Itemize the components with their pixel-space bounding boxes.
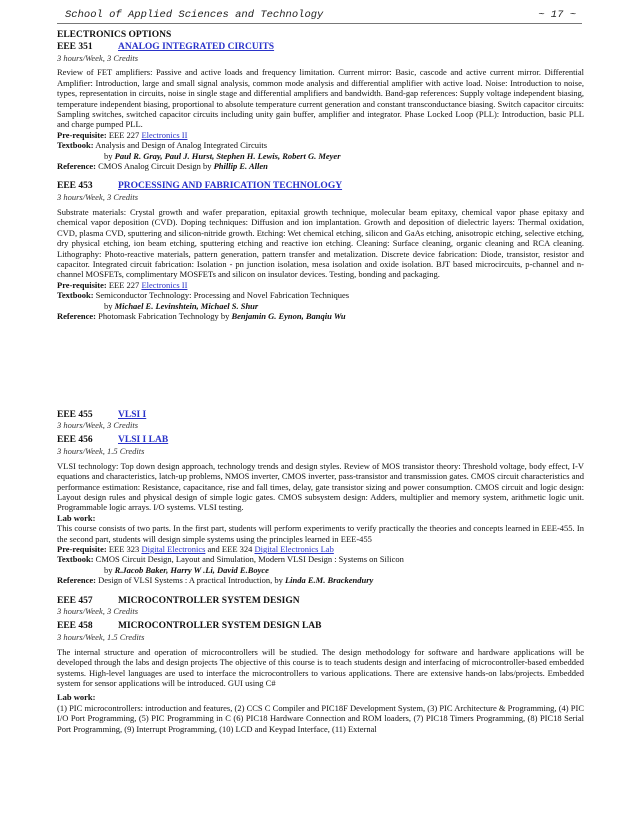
textbook-label: Textbook:	[57, 140, 94, 151]
prereq-label: Pre-requisite:	[57, 279, 107, 290]
course-code: EEE 458	[57, 621, 93, 632]
textbook-line	[57, 554, 584, 564]
course-heading-eee455	[57, 410, 584, 421]
course-title-link[interactable]: ANALOG INTEGRATED CIRCUITS	[118, 41, 275, 52]
course-credits: 3 hours/Week, 1.5 Credits	[57, 445, 145, 456]
textbook-authors-line	[57, 301, 584, 311]
course-title: MICROCONTROLLER SYSTEM DESIGN LAB	[118, 621, 322, 632]
textbook-line	[57, 290, 584, 300]
course-code: EEE 351	[57, 41, 93, 52]
course-description: The internal structure and operation of microcontrollers will be studied. The design methodology for software and hardware applications will be developed through the labs and design projects The objective of this course is to teach students design and interfacing of microcontroller-based embedded systems. High-level languages are used to interface the microcontrollers to various applications. There are extensive hands-on labs/projects. Embedded system for sensor applications will be introduced. GUI using C#	[57, 646, 584, 688]
reference-label: Reference:	[57, 575, 97, 586]
course-description: Review of FET amplifiers: Passive and active loads and frequency limitation. Current mirror: Basic, cascode and active current mirror. Differential Amplifier: Introduction, large and small signal analysis, common mode analysis and differential amplifier with active load. Noise: Introduction to noise, types, representation in circuits, noise in single stage and differential amplifiers and bandwidth. Band-gap references: Supply voltage independent biasing, temperature independent biasing, proportional to absolute temperature current generation and constant transconductance biasing. Switch capacitor circuits: Sampling switches, switched capacitor circuits including unity gain buffer, amplifier and integrator. Phase Locked Loop (PLL): Introduction, basic PLL and charge pumped PLL.	[57, 67, 584, 130]
course-code: EEE 456	[57, 435, 93, 446]
reference-title: Design of VLSI Systems : A practical Introduction, by	[98, 575, 283, 586]
reference-author: Phillip E. Allen	[213, 161, 268, 172]
textbook-title: Analysis and Design of Analog Integrated Circuits	[95, 140, 268, 151]
reference-line	[57, 161, 584, 171]
course-credits: 3 hours/Week, 1.5 Credits	[57, 631, 145, 642]
course-title: MICROCONTROLLER SYSTEM DESIGN	[118, 595, 300, 606]
prerequisite-line	[57, 130, 584, 140]
prereq-and: and EEE 324	[207, 543, 253, 554]
course-heading-eee351	[57, 42, 584, 53]
prereq-link-digital-electronics-lab[interactable]: Digital Electronics Lab	[254, 543, 334, 554]
textbook-title: CMOS Circuit Design, Layout and Simulation, Modern VLSI Design : Systems on Silicon	[95, 554, 404, 565]
course-credits: 3 hours/Week, 3 Credits	[57, 192, 139, 203]
textbook-by: by	[104, 300, 113, 311]
school-name: School of Applied Sciences and Technology	[65, 9, 324, 21]
textbook-authors: Paul R. Gray, Paul J. Hurst, Stephen H. Lewis, Robert G. Meyer	[114, 150, 341, 161]
reference-line	[57, 311, 584, 321]
prerequisite-line	[57, 280, 584, 290]
textbook-authors: R.Jacob Baker, Harry W .Li, David E.Boyce	[114, 564, 269, 575]
prereq-label: Pre-requisite:	[57, 129, 107, 140]
lab-work-text: This course consists of two parts. In the first part, students will perform experiments to verify practically the theories and concepts learned in EEE-455. In the second part, students will design simple systems using the principles learned in EEE-455	[57, 523, 584, 544]
prereq-text: EEE 227	[108, 279, 140, 290]
header-rule	[57, 23, 582, 24]
course-code: EEE 455	[57, 409, 93, 420]
lab-work-label: Lab work:	[57, 692, 96, 703]
prereq-link[interactable]: Electronics II	[141, 279, 188, 290]
lab-work-label: Lab work:	[57, 512, 96, 523]
textbook-by: by	[104, 150, 113, 161]
course-code: EEE 457	[57, 595, 93, 606]
course-description: VLSI technology: Top down design approach, technology trends and design styles. Review of MOS transistor theory: Threshold voltage, body effect, I-V equations and characteristics, latch-up problems, NMOS inverter, CMOS inverter, pass-transistor and transmission gates. CMOS circuit characteristics and performance estimation: Resistance, capacitance, rise and fall times, delay, gate transistor sizing and power consumption. CMOS circuit and logic design: Layout design rules and physical design of simple logic gates. CMOS subsystem design: Adders, multiplier and memory system, arithmetic logic unit. Programmable logic arrays. I/O systems. VLSI testing.	[57, 460, 584, 513]
textbook-label: Textbook:	[57, 554, 94, 565]
reference-line	[57, 575, 584, 585]
reference-title: Photomask Fabrication Technology by	[98, 311, 230, 322]
course-title-link[interactable]: VLSI I	[118, 409, 147, 420]
page-number: ~ 17 ~	[538, 9, 576, 21]
prereq-label: Pre-requisite:	[57, 543, 107, 554]
reference-label: Reference:	[57, 311, 97, 322]
reference-title: CMOS Analog Circuit Design by	[98, 161, 212, 172]
blank-gap	[57, 322, 584, 400]
section-title: ELECTRONICS OPTIONS	[57, 30, 172, 40]
course-description: Substrate materials: Crystal growth and wafer preparation, epitaxial growth technique, molecular beam epitaxy, chemical vapor phase epitaxy and chemical vapor deposition (CVD). Doping techniques: Diffusion and ion implantation. Growth and deposition of dielectric layers: Thermal oxidation, CVD, plasma CVD, sputtering and silicon-nitride growth. Etching: Wet chemical etching, silicon and GaAs etching, anisotropic etching, selective etching, dry physical etching, ion beam etching, sputtering etching and reactive ion etching. Cleaning: Surface cleaning, organic cleaning and RCA cleaning. Lithography: Photo-reactive materials, pattern generation, pattern transfer and metalization. Discrete device fabrication: Diode, transistor, resistor and capacitor. Integrated circuit fabrication: Isolation - pn junction isolation, mesa isolation and oxide isolation. BJT based microcircuits, p-channel and n-channel MOSFETs, complimentary MOSFETs and silicon on insulator devices. Testing, bonding and packaging.	[57, 207, 584, 280]
reference-author: Linda E.M. Brackendury	[284, 575, 374, 586]
prereq-link[interactable]: Electronics II	[141, 129, 188, 140]
prerequisite-line	[57, 544, 584, 554]
lab-work-text: (1) PIC microcontrollers: introduction and features, (2) CCS C Compiler and PIC18F Development System, (3) PIC Architecture & Programming, (4) PIC I/O Port Programming, (5) PIC Programming in C (6) PIC18 Hardware Connection and ROM loaders, (7) PIC18 Timers Programming, (8) PIC18 Serial Port Programming, (9) Interrupt Programming, (10) LCD and Keypad Interface, (11) External	[57, 702, 584, 734]
course-heading-eee458	[57, 621, 584, 632]
prereq-text: EEE 227	[108, 129, 140, 140]
textbook-authors: Michael E. Levinshtein, Michael S. Shur	[114, 300, 259, 311]
prereq-text: EEE 323	[108, 543, 140, 554]
textbook-title: Semiconductor Technology: Processing and Novel Fabrication Techniques	[95, 290, 350, 301]
course-credits: 3 hours/Week, 3 Credits	[57, 420, 139, 431]
course-credits: 3 hours/Week, 3 Credits	[57, 606, 139, 617]
textbook-by: by	[104, 564, 113, 575]
textbook-authors-line	[57, 565, 584, 575]
reference-label: Reference:	[57, 161, 97, 172]
textbook-label: Textbook:	[57, 290, 94, 301]
prereq-link-digital-electronics[interactable]: Digital Electronics	[141, 543, 206, 554]
course-code: EEE 453	[57, 181, 93, 192]
reference-author: Benjamin G. Eynon, Banqiu Wu	[231, 311, 346, 322]
textbook-authors-line	[57, 151, 584, 161]
course-heading-eee457	[57, 596, 584, 607]
page-header	[57, 6, 582, 24]
course-credits: 3 hours/Week, 3 Credits	[57, 52, 139, 63]
page-content	[57, 27, 584, 734]
course-title-link[interactable]: PROCESSING AND FABRICATION TECHNOLOGY	[118, 181, 343, 192]
course-heading-eee453	[57, 181, 584, 192]
course-heading-eee456	[57, 435, 584, 446]
course-title-link[interactable]: VLSI I LAB	[118, 435, 169, 446]
textbook-line	[57, 140, 584, 150]
